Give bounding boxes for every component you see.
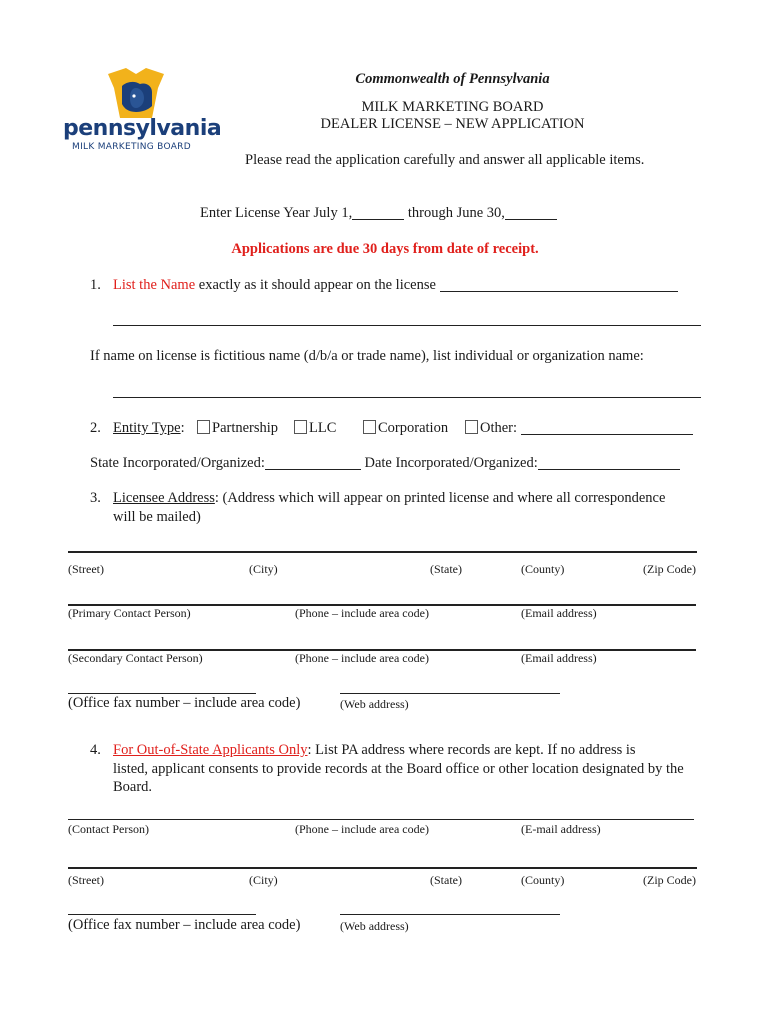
out-of-state-label: For Out-of-State Applicants Only — [113, 742, 308, 758]
pa-city-caption: (City) — [249, 873, 278, 887]
license-name-field[interactable] — [440, 277, 678, 292]
pa-contact-field[interactable] — [68, 819, 694, 820]
pa-street-field[interactable] — [68, 867, 697, 869]
organization-name-field[interactable] — [113, 397, 701, 398]
date-incorporated-label: Date Incorporated/Organized: — [364, 455, 538, 471]
entity-corporation-option[interactable] — [363, 420, 448, 437]
fictitious-name-prompt: If name on license is fictitious name (d/b/a or trade name), list individual or organization name: — [90, 348, 644, 364]
pa-web-caption: (Web address) — [340, 919, 409, 933]
logo-subtitle: MILK MARKETING BOARD — [72, 142, 191, 152]
partnership-checkbox[interactable] — [197, 420, 210, 434]
state-incorporated-field[interactable] — [265, 455, 361, 470]
pa-contact-caption: (Contact Person) — [68, 822, 149, 836]
incorporation-row — [90, 455, 680, 472]
secondary-email-caption: (Email address) — [521, 651, 597, 665]
llc-label: LLC — [309, 420, 337, 436]
street-caption: (Street) — [68, 562, 104, 576]
form-title: DEALER LICENSE – NEW APPLICATION — [320, 116, 585, 132]
fax-caption: (Office fax number – include area code) — [68, 695, 301, 711]
state-caption: (State) — [430, 562, 462, 576]
date-incorporated-field[interactable] — [538, 455, 680, 470]
item3-line1 — [113, 490, 665, 507]
corporation-checkbox[interactable] — [363, 420, 376, 434]
pa-email-caption: (E-mail address) — [521, 822, 601, 836]
state-incorporated-label: State Incorporated/Organized: — [90, 455, 265, 471]
entity-partnership-option[interactable] — [197, 420, 278, 437]
pa-office-fax-field[interactable] — [68, 914, 256, 915]
item1-number: 1. — [90, 277, 101, 293]
item4-line2: listed, applicant consents to provide records at the Board office or other location designated by the — [113, 761, 684, 777]
license-year-prefix: Enter License Year July 1, — [200, 205, 353, 221]
city-caption: (City) — [249, 562, 278, 576]
item1-prompt — [113, 277, 678, 294]
out-of-state-desc: : List PA address where records are kept. If no address is — [307, 742, 636, 758]
pa-fax-caption: (Office fax number – include area code) — [68, 917, 301, 933]
keystone-cow-emblem — [106, 68, 166, 120]
entity-llc-option[interactable] — [294, 420, 336, 437]
pa-state-caption: (State) — [430, 873, 462, 887]
item4-line3: Board. — [113, 779, 153, 795]
pa-web-address-field[interactable] — [340, 914, 560, 915]
other-entity-field[interactable] — [521, 420, 693, 435]
licensee-address-desc: : (Address which will appear on printed license and where all correspondence — [214, 490, 666, 506]
other-checkbox[interactable] — [465, 420, 478, 434]
item4-number: 4. — [90, 742, 101, 758]
item2-number: 2. — [90, 420, 101, 436]
llc-checkbox[interactable] — [294, 420, 307, 434]
pa-phone-caption: (Phone – include area code) — [295, 822, 429, 836]
item1-red-label: List the Name — [113, 277, 196, 293]
license-year-middle: through June 30, — [407, 205, 505, 221]
licensee-street-field[interactable] — [68, 551, 697, 553]
office-fax-field[interactable] — [68, 693, 256, 694]
item1-text: exactly as it should appear on the license — [195, 277, 440, 293]
primary-contact-caption: (Primary Contact Person) — [68, 606, 191, 620]
due-notice: Applications are due 30 days from date of receipt. — [231, 241, 539, 257]
county-caption: (County) — [521, 562, 565, 576]
web-address-field[interactable] — [340, 693, 560, 694]
corporation-label: Corporation — [378, 420, 449, 436]
instruction-text: Please read the application carefully and answer all applicable items. — [245, 152, 645, 168]
web-caption: (Web address) — [340, 697, 409, 711]
partnership-label: Partnership — [212, 420, 279, 436]
licensee-address-label: Licensee Address — [113, 490, 215, 506]
logo-wordmark: pennsylvania — [63, 116, 222, 141]
license-year-row — [200, 205, 557, 222]
item3-line2: will be mailed) — [113, 509, 201, 525]
entity-other-option[interactable] — [465, 420, 693, 437]
pa-street-caption: (Street) — [68, 873, 104, 887]
license-year-start-field[interactable] — [352, 205, 404, 220]
entity-type-colon: : — [180, 420, 185, 436]
other-label: Other: — [480, 420, 518, 436]
secondary-contact-caption: (Secondary Contact Person) — [68, 651, 203, 665]
secondary-phone-caption: (Phone – include area code) — [295, 651, 429, 665]
license-name-field-line2[interactable] — [113, 325, 701, 326]
entity-type-row — [113, 420, 185, 437]
commonwealth-heading: Commonwealth of Pennsylvania — [355, 71, 550, 87]
pa-county-caption: (County) — [521, 873, 565, 887]
zip-caption: (Zip Code) — [643, 562, 696, 576]
primary-phone-caption: (Phone – include area code) — [295, 606, 429, 620]
item3-number: 3. — [90, 490, 101, 506]
entity-type-label: Entity Type — [113, 420, 181, 436]
board-heading: MILK MARKETING BOARD — [361, 99, 544, 115]
item4-line1 — [113, 742, 636, 759]
license-year-end-field[interactable] — [505, 205, 557, 220]
primary-email-caption: (Email address) — [521, 606, 597, 620]
pa-zip-caption: (Zip Code) — [643, 873, 696, 887]
